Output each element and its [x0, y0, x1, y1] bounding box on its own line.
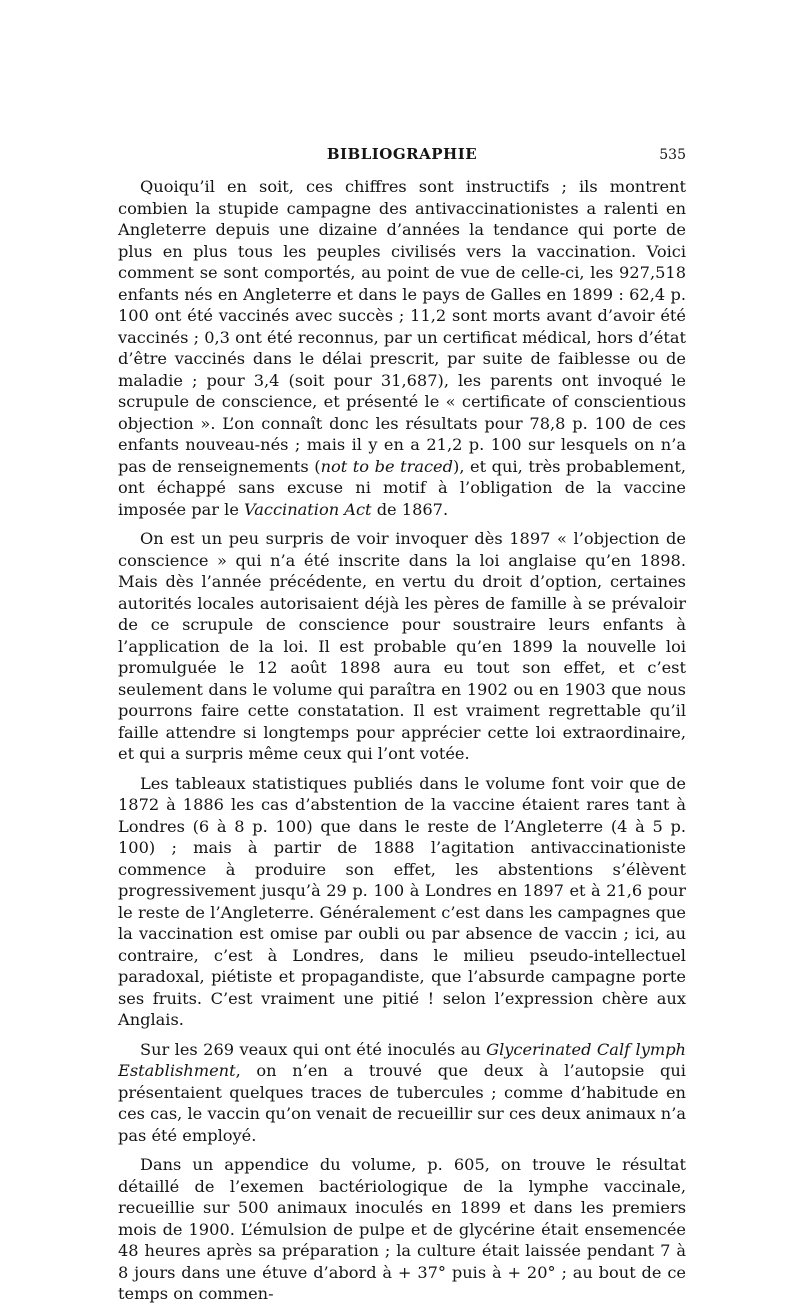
paragraph-text: On est un peu surpris de voir invoquer dès 1897 « l’objection de conscience » qui n’a été inscrite dans la loi anglaise qu’en 1898. Mais dès l’année précédente, en vertu du droit d’option, certaines autorités locales autorisaient déjà les pères de famille à se prévaloir de ce scrupule de conscience pour soustraire leurs enfants à l’application de la loi. Il est probable qu’en 1899 la nouvelle loi promulguée le 12 août 1898 aura eu tout son effet, et c’est seulement dans le volume qui paraîtra en 1902 ou en 1903 que nous pourrons faire cette constatation. Il est vraiment regrettable qu’il faille attendre si longtemps pour apprécier cette loi extraordinaire, et qui a surpris même ceux qui l’ont votée. [118, 529, 686, 763]
body-text [118, 176, 686, 1313]
running-title: BIBLIOGRAPHIE [326, 145, 478, 163]
page-number: 535 [659, 147, 686, 163]
italic-phrase: Glycerinated Calf lymph Establishment [118, 1039, 686, 1080]
italic-phrase: not to be traced [320, 456, 454, 476]
paragraph-text: Quoiqu’il en soit, ces chiffres sont instructifs ; ils montrent combien la stupide campagne des antivaccinationistes a ralenti en Angleterre depuis une dizaine d’années la tendance qui porte de plus en plus tous les peuples civilisés vers la vaccination. Voici comment se sont comportés, au point de vue de celle-ci, les 927,518 enfants nés en Angleterre et dans le pays de Galles en 1899 : 62,4 p. 100 ont été vaccinés avec succès ; 11,2 sont morts avant d’avoir été vaccinés ; 0,3 ont été reconnus, par un certificat médical, hors d’état d’être vaccinés dans le délai prescrit, par suite de faiblesse ou de maladie ; pour 3,4 (soit pour 31,687), les parents ont invoqué le scrupule de conscience, et présenté le « certificate of conscientious objection ». L’on connaît donc les résultats pour 78,8 p. 100 de ces enfants nouveau-nés ; mais il y en a 21,2 p. 100 sur lesquels on n’a pas de renseignements ( [118, 177, 686, 476]
paragraph-text: de 1867. [371, 499, 449, 519]
paragraph-text: , on n’en a trouvé que deux à l’autopsie qui présentaient quelques traces de tubercules ; comme d’habitude en ces cas, le vaccin qu’on venait de recueillir sur ces deux animaux n’a pas été employé. [118, 1061, 686, 1145]
italic-phrase: Vaccination Act [244, 499, 372, 519]
paragraph-text: ), et qui, très probablement, ont échappé sans excuse ni motif à l’obligation de la vaccine imposée par le [118, 456, 686, 519]
paragraph-text: Les tableaux statistiques publiés dans le volume font voir que de 1872 à 1886 les cas d’abstention de la vaccine étaient rares tant à Londres (6 à 8 p. 100) que dans le reste de l’Angleterre (4 à 5 p. 100) ; mais à partir de 1888 l’agitation antivaccinationiste commence à produire son effet, les abstentions s’élèvent progressivement jusqu’à 29 p. 100 à Londres en 1897 et à 21,6 pour le reste de l’Angleterre. Généralement c’est dans les campagnes que la vaccination est omise par oubli ou par absence de vaccin ; ici, au contraire, c’est à Londres, dans le milieu pseudo-intellectuel paradoxal, piétiste et propagandiste, que l’absurde campagne porte ses fruits. C’est vraiment une pitié ! selon l’expression chère aux Anglais. [118, 773, 686, 1029]
paragraph-appendix [118, 1154, 686, 1305]
paragraph-statistical-tables [118, 773, 686, 1031]
paragraph-vaccination-statistics [118, 176, 686, 520]
paragraph-text: Sur les 269 veaux qui ont été inoculés au [140, 1039, 487, 1059]
paragraph-calves [118, 1039, 686, 1147]
paragraph-text: Dans un appendice du volume, p. 605, on trouve le résultat détaillé de l’exemen bactériologique de la lymphe vaccinale, recueillie sur 500 animaux inoculés en 1899 et dans les premiers mois de 1900. L’émulsion de pulpe et de glycérine était ensemencée 48 heures après sa préparation ; la culture était laissée pendant 7 à 8 jours dans une étuve d’abord à + 37° puis à + 20° ; au bout de ce temps on commen- [118, 1155, 686, 1303]
paragraph-conscience-objection [118, 528, 686, 765]
running-head [118, 143, 686, 167]
book-page [118, 0, 686, 1304]
